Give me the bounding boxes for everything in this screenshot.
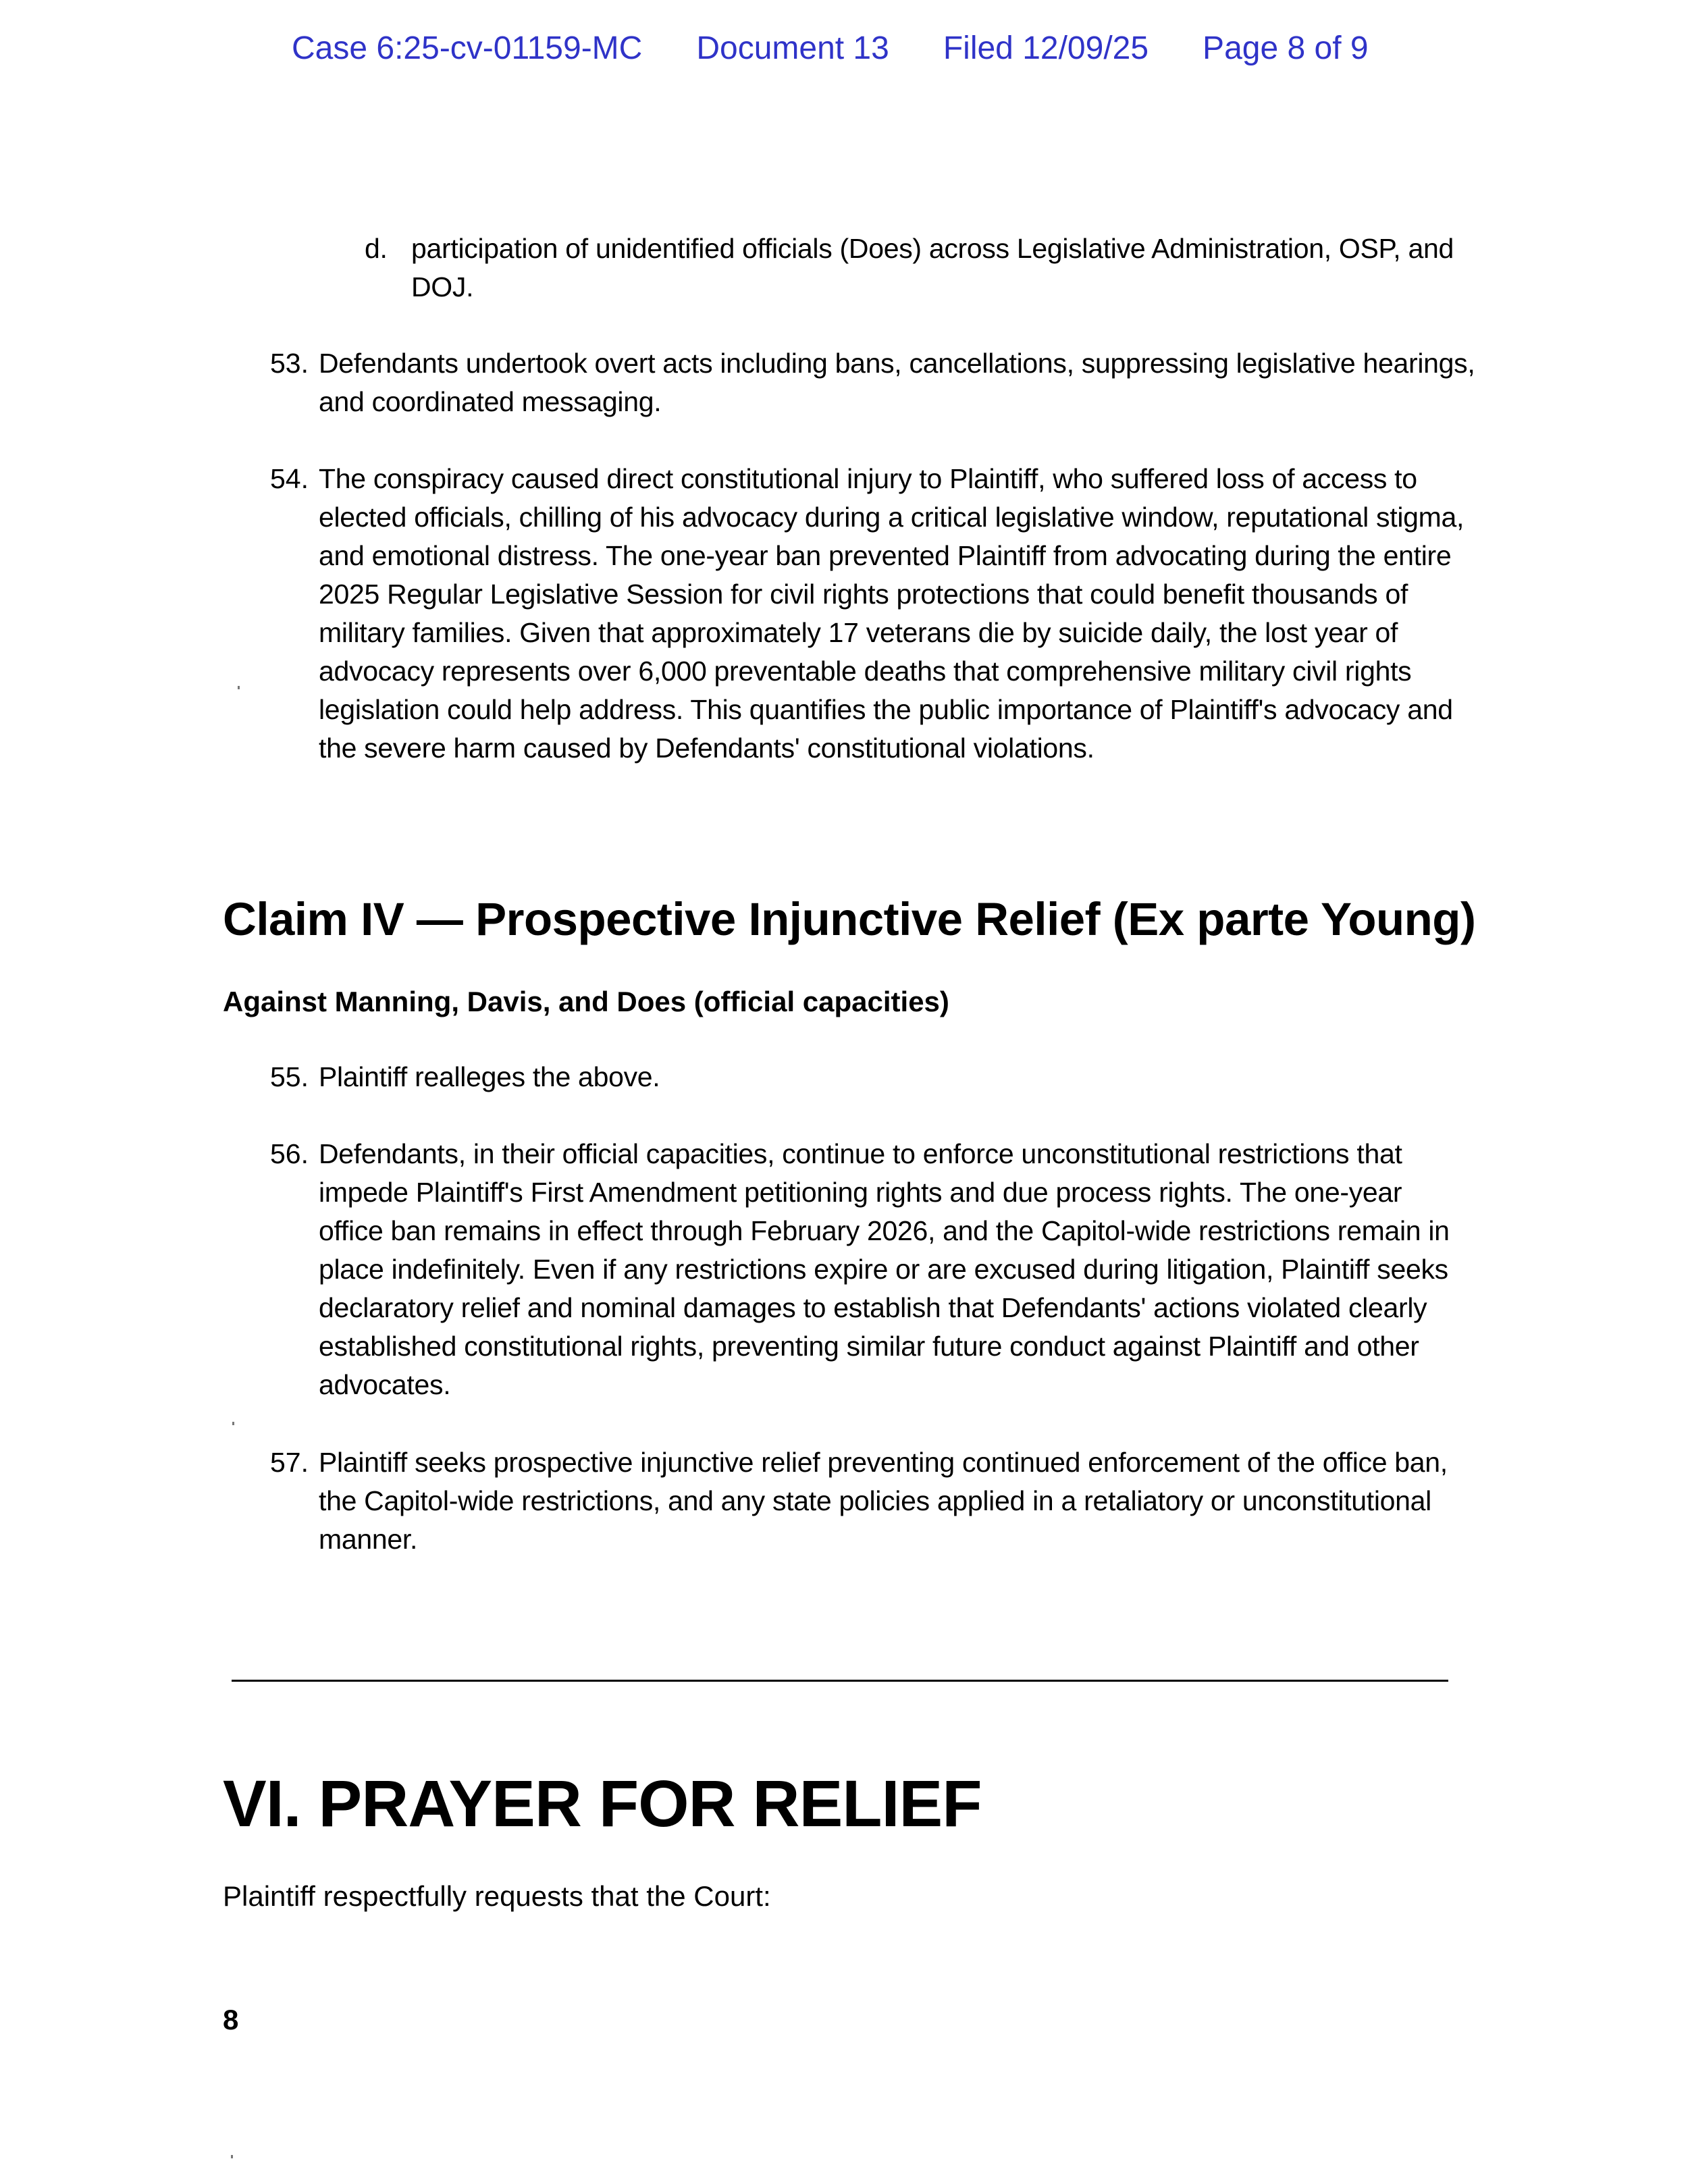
paragraph-56: Defendants, in their official capacities, continue to enforce unconstitutional restrictions that impede Plaintiff's First Amendment petitioning rights and due process rights. The one-year office ban remains in effect through February 2026, and the Capitol-wide restrictions remain in place indefinitely. Even if any restrictions expire or are excused during litigation, Plaintiff seeks declaratory relief and nominal damages to establish that Defendants' actions violated clearly established constitutional rights, preventing similar future conduct against Plaintiff and other advocates. xyxy=(319,1138,1450,1400)
case-number: Case 6:25-cv-01159-MC xyxy=(292,30,643,66)
sub-item-text: participation of unidentified officials (Does) across Legislative Administration, OSP, and DOJ. xyxy=(411,233,1454,302)
paragraph-55: Plaintiff realleges the above. xyxy=(319,1061,660,1092)
paragraph-number: 57. xyxy=(270,1447,309,1478)
ecf-header xyxy=(292,30,1369,67)
section-divider xyxy=(232,1680,1448,1682)
prayer-intro: Plaintiff respectfully requests that the Court: xyxy=(223,1880,771,1912)
document-number: Document 13 xyxy=(696,30,889,66)
paragraph-53: Defendants undertook overt acts including bans, cancellations, suppressing legislative hearings, and coordinated messaging. xyxy=(319,348,1475,417)
scan-speck xyxy=(238,686,240,689)
paragraph-54: The conspiracy caused direct constitutional injury to Plaintiff, who suffered loss of access to elected officials, chilling of his advocacy during a critical legislative window, reputational stigma, and emotional distress. The one-year ban prevented Plaintiff from advocating during the entire 2025 Regular Legislative Session for civil rights protections that could benefit thousands of military families. Given that approximately 17 veterans die by suicide daily, the lost year of advocacy represents over 6,000 preventable deaths that comprehensive military civil rights legislation could help address. This quantifies the public importance of Plaintiff's advocacy and the severe harm caused by Defendants' constitutional violations. xyxy=(319,463,1465,764)
prayer-heading: VI. PRAYER FOR RELIEF xyxy=(223,1767,982,1840)
sub-item-label: d. xyxy=(365,233,388,264)
paragraph-57: Plaintiff seeks prospective injunctive relief preventing continued enforcement of the office ban, the Capitol-wide restrictions, and any state policies applied in a retaliatory or unconstitutional manner. xyxy=(319,1447,1448,1555)
claim-iv-heading: Claim IV — Prospective Injunctive Relief (Ex parte Young) xyxy=(223,893,1476,945)
paragraph-number: 55. xyxy=(270,1061,309,1092)
filed-date: Filed 12/09/25 xyxy=(943,30,1149,66)
paragraph-number: 54. xyxy=(270,463,309,494)
scan-speck xyxy=(232,1422,234,1425)
page-number: 8 xyxy=(223,2004,239,2035)
page-indicator: Page 8 of 9 xyxy=(1203,30,1369,66)
scan-speck xyxy=(231,2155,233,2158)
paragraph-number: 53. xyxy=(270,348,309,379)
claim-iv-subheading: Against Manning, Davis, and Does (official capacities) xyxy=(223,986,949,1017)
paragraph-number: 56. xyxy=(270,1138,309,1169)
